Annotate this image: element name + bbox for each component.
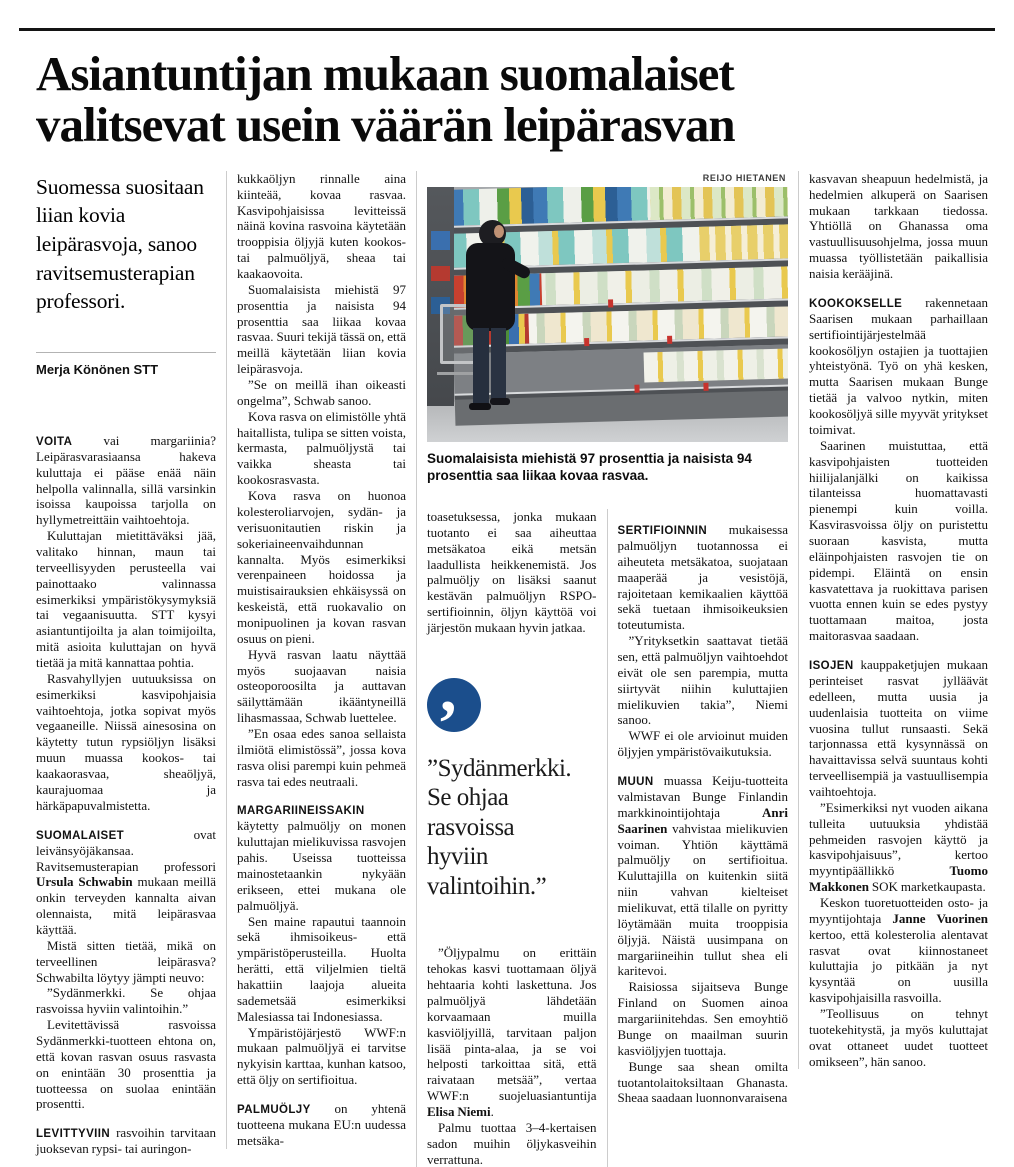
paragraph: kasvavan sheapuun hedelmistä, ja hedelmien alkuperä on Saarisen mukaan tarkkaan tiedossa. Yhtiöllä on Ghanassa oma vastuullisuusohjelma, jossa muun muassa työllistetään paikallisia naisia kerääjinä.: [809, 170, 988, 282]
paragraph: MARGARIINEISSAKIN käytetty palmuöljy on monen kuluttajan mielikuvissa rasvojen pahis. Useissa tuotteissa mainostetaankin nykyään erikseen, ettei mukana ole palmuöljyä.: [237, 805, 406, 913]
byline: Merja Könönen STT: [36, 361, 159, 377]
paragraph: Rasvahyllyjen uutuuksissa on esimerkiksi kasvipohjaisia vaihtoehtoja, jotka sopivat myös vegaaneille. Niissä ainesosina on käytetty tutun rypsiöljyn lisäksi muun muassa kookos- tai kaakaorasvaa, sheaöljyä, kaurajuomaa ja härkäpapuvalmistetta.: [36, 670, 216, 813]
paragraph: ”Esimerkiksi nyt vuoden aikana tulleita uutuuksia yhdistää pehmeiden rasvojen käyttö ja kasvipohjaisuus”, kertoo myyntipäällikkö Tuomo Makkonen SOK marketkaupasta.: [809, 799, 988, 895]
paragraph: Kova rasva on huonoa kolesteroliarvojen, sydän- ja verisuonitautien riskin ja sokeriaineenvaihdunnan kannalta. Myös esimerkiksi verenpaineen hoidossa ja muistisairauksien ehkäisyssä on keskeistä, että ruokavalio on monipuolinen ja kovan rasvan osuus on pieni.: [237, 488, 406, 646]
column-3-text-bottom: [427, 945, 597, 1167]
column-3-text-top: [427, 509, 597, 636]
paragraph: Raisiossa sijaitseva Bunge Finland on Suomen ainoa margariinitehdas. Sen emoyhtiö Bunge on maailman suurin kasviöljyjen tuottaja.: [617, 979, 788, 1058]
section-lead: SERTIFIOINNIN: [617, 524, 708, 537]
column-3: [427, 509, 608, 1167]
section-lead: PALMUÖLJY: [237, 1104, 311, 1117]
paragraph: PALMUÖLJY on yhtenä tuotteena mukana EU:n uudessa metsäka-: [237, 1101, 406, 1148]
paragraph: Palmu tuottaa 3–4-kertaisen sadon muihin öljykasveihin verrattuna.: [427, 1119, 597, 1167]
paragraph: ”Yrityksetkin saattavat tietää sen, että palmuöljyn vaihtoehdot eivät ole sen parempia, mutta siirtyvät niihin kuluttajien mielikuvien takia”, Niemi sanoo.: [617, 633, 788, 728]
paragraph: ISOJEN kauppaketjujen mukaan perinteiset rasvat jylläävät edelleen, mutta uusia ja uudenlaisia tuotteita on viime vuosina tullut runsaasti. Sekä tarjonnassa että kysynnässä on havaittavissa selvä suuntaus kohti terveellisempiä ja vastuullisempia vaihtoehtoja.: [809, 656, 988, 799]
pull-quote: [427, 678, 597, 902]
paragraph: Saarinen muistuttaa, että kasvipohjaisten tuotteiden hiilijalanjälki on kaikissa tilanteissa huomattavasti pienempi kuin voilla. Kasvirasvoissa öljy on puristettu suoraan kasvista, mutta eläinpohjaisten rasvojen tie on pidempi. Eläintä on ensin kasvatettava ja ruokittava parisen vuotta ennen kuin se edes pystyy tuottamaan maitoa, josta maitorasvaa saadaan.: [809, 437, 988, 644]
headline-line-2: valitsevat usein väärän leipärasvan: [36, 97, 735, 153]
paragraph: LEVITTYVIIN rasvoihin tarvitaan juoksevan rypsi- tai auringon-: [36, 1125, 216, 1157]
byline-block: [36, 352, 216, 377]
pull-quote-text: ”Sydänmerkki. Se ohjaa rasvoissa hyviin valintoihin.”: [427, 754, 572, 900]
paragraph: Bunge saa shean omilta tuotantolaitoksiltaan Ghanasta. Sheaa saadaan luonnonvaraisena: [617, 1058, 788, 1106]
paragraph: WWF ei ole arvioinut muiden öljyjen ympäristövaikutuksia.: [617, 728, 788, 760]
article-body: [36, 171, 988, 1167]
photo-area-text-columns: [427, 509, 788, 1167]
paragraph: SUOMALAISET ovat leivänsyöjäkansaa. Ravitsemusterapian professori Ursula Schwabin mukaan meillä onkin terveyden kannalta aivan olennaista, mitä leipärasvaa käyttää.: [36, 826, 216, 937]
paragraph: Keskon tuoretuotteiden osto- ja myyntijohtaja Janne Vuorinen kertoo, että kolesterolia alentavat rasvat ovat kiinnostaneet kuluttajia jo pitkään ja nyt kysyntää on uusilla kasvipohjaisilla rasvoilla.: [809, 895, 988, 1006]
photo-area: [416, 171, 798, 1167]
column-1: [36, 171, 226, 1157]
column-5-text: [798, 171, 988, 1070]
paragraph: kukkaöljyn rinnalle aina kiinteää, kovaa rasvaa. Kasvipohjaisissa levitteissä näinä kovina rasvoina käytetään trooppisia öljyjä kuten kookos- tai palmuöljyä, sheaa tai kaakaovoita.: [237, 170, 406, 282]
standfirst: Suomessa suositaan liian kovia leipärasvoja, sanoo ravitsemusterapian professori.: [36, 174, 204, 314]
section-lead: MARGARIINEISSAKIN: [237, 805, 365, 818]
headline-line-1: Asiantuntijan mukaan suomalaiset: [36, 46, 734, 101]
masthead-rule: [19, 28, 995, 31]
article-photo: [427, 187, 788, 442]
photo-caption: Suomalaisista miehistä 97 prosenttia ja naisista 94 prosenttia saa liikaa kovaa rasvaa.: [427, 450, 752, 484]
paragraph: ”Teollisuus on tehnyt tuotekehitystä, ja myös kuluttajat ovat ottaneet uudet tuotteet omikseen”, hän sanoo.: [809, 1006, 988, 1069]
paragraph: Ympäristöjärjestö WWF:n mukaan palmuöljyä ei tarvitse nykyisin karttaa, kunhan katsoo, että öljy on sertifioitua.: [237, 1024, 406, 1088]
paragraph: VOITA vai margariinia? Leipärasvarasiaansa hakeva kuluttaja ei pääse enää näin helpolla valinnalla, sillä varsinkin isoissa kaupoissa tarjolla on hyllymetreittäin vaihtoehtoja.: [36, 432, 216, 528]
paragraph: ”En osaa edes sanoa sellaista ilmiötä elimistössä”, jossa kova rasva olisi parempi kuin pehmeä rasva tai edes neutraali.: [237, 725, 406, 789]
paragraph: Suomalaisista miehistä 97 prosenttia ja naisista 94 prosenttia saa liikaa kovaa rasvaa. Suuri tekijä tässä on, että meillä käytetään liian kovia leipärasvoja.: [237, 281, 406, 377]
paragraph: Kova rasva on elimistölle yhtä haitallista, tulipa se sitten voista, kermasta, palmuöljystä tai vaikka sheasta tai kookosrasvasta.: [237, 408, 406, 488]
paragraph: SERTIFIOINNIN mukaisessa palmuöljyn tuotannossa ei aiheuteta metsäkatoa, suojataan maaperää ja vesistöjä, rajoitetaan kemikaalien käyttöä sekä tuetaan ihmisoikeuksien toteutumista.: [617, 521, 788, 633]
section-lead: ISOJEN: [809, 659, 854, 672]
paragraph: MUUN muassa Keiju-tuotteita valmistavan Bunge Finlandin markkinointijohtaja Anri Saarinen vahvistaa mielikuvien voiman. Yhtiön käyttämä palmuöljy on sertifioitua. Kuluttajilla on kuitenkin siitä niin vahvan kielteiset mielikuvat, että tilalle on pyritty löytämään muita trooppisia öljyjä. Näistä uusimpana on margariineihin tullut shea eli karitevoi.: [617, 773, 788, 979]
paragraph: Mistä sitten tietää, mikä on terveellinen leipärasva? Schwabilta löytyy jämpti neuvo:: [36, 937, 216, 985]
paragraph: Levitettävissä rasvoissa Sydänmerkki-tuotteen ehtona on, että kovan rasvan osuus rasvasta on enintään 30 prosenttia ja tuotteessa on suolaa enintään prosentti.: [36, 1017, 216, 1112]
column-4-text: [608, 509, 789, 1167]
column-2-text: [226, 171, 416, 1149]
section-lead: SUOMALAISET: [36, 829, 125, 842]
paragraph: Kuluttajan mietittäväksi jää, valitako hinnan, maun tai terveellisyyden perusteella vai painottaako valinnassa esimerkiksi ympäristökysymyksiä tai vegaanisuutta. STT kysyi asiantuntijoilta ja alan toimijoilta, mitä asioita kuluttajan on hyvä tietää ja mitä kannattaa pohtia.: [36, 528, 216, 671]
photo-credit: REIJO HIETANEN: [702, 172, 786, 183]
paragraph: Hyvä rasvan laatu näyttää myös suojaavan naisia osteoporoosilta ja auttavan säilyttämään ikääntyneillä lihasmassaa, Schwab luettelee.: [237, 646, 406, 726]
column-1-text: [36, 433, 216, 1157]
section-lead: KOOKOKSELLE: [809, 297, 903, 310]
paragraph: Sen maine rapautui taannoin sekä ihmisoikeus- että ympäristöperusteilla. Huolta herätti, että viljelmien tieltä hakattiin laajoja alueita sademetsää esimerkiksi Malesiassa tai Indonesiassa.: [237, 913, 406, 1024]
article-headline: [36, 48, 988, 151]
quote-icon: ,: [427, 678, 481, 732]
paragraph: ”Öljypalmu on erittäin tehokas kasvi tuottamaan öljyä hehtaaria kohti laskettuna. Jos palmuöljyä lähdetään korvaamaan muilla kasviöljyillä, tarvitaan paljon lisää pinta-alaa, ja se voi helposti tarkoittaa sitä, että raivataan metsää”, vertaa WWF:n suojeluasiantuntija Elisa Niemi.: [427, 945, 597, 1119]
paragraph: KOOKOKSELLE rakennetaan Saarisen mukaan parhaillaan sertifiointijärjestelmää kookosöljyn ostajien ja tuottajien yhteistyönä. Työ on yhä kesken, mutta Saarisen mukaan Bunge tietää ja valvoo nytkin, miten kookosöljyä sille myyvät yritykset toimivat.: [809, 294, 988, 437]
paragraph: ”Sydänmerkki. Se ohjaa rasvoissa hyviin valintoihin.”: [36, 985, 216, 1017]
paragraph: toasetuksessa, jonka mukaan tuotanto ei saa aiheuttaa metsäkatoa eikä metsän laadullista heikkenemistä. Jos palmuöljy on lisäksi saanut kestävän palmuöljyn RSPO-sertifioinnin, öljyn käyttöä voi järjestön mukaan hyvin jatkaa.: [427, 508, 597, 635]
paragraph: ”Se on meillä ihan oikeasti ongelma”, Schwab sanoo.: [237, 377, 406, 408]
section-lead: LEVITTYVIIN: [36, 1128, 111, 1141]
photo-shopper: [461, 220, 519, 429]
section-lead: MUUN: [617, 776, 654, 789]
section-lead: VOITA: [36, 435, 73, 448]
